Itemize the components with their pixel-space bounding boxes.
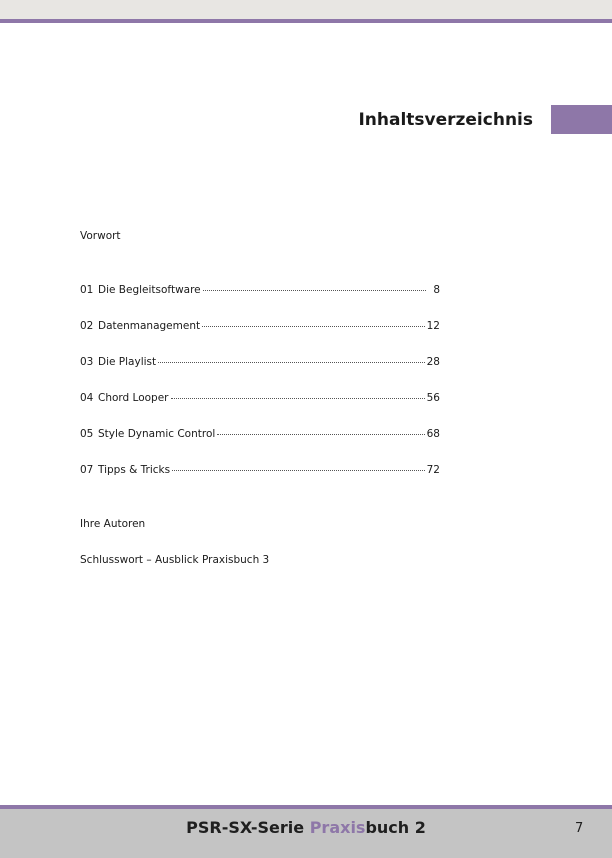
toc-leader-dots (158, 362, 425, 363)
toc-leader-dots (171, 398, 425, 399)
toc-page-number: 28 (426, 356, 440, 368)
footer-book-title (0, 818, 612, 837)
footer-title-part1: PSR-SX-Serie (186, 818, 310, 837)
toc-chapter-number: 01 (80, 284, 94, 296)
toc-item-vorwort: Vorwort (80, 230, 121, 242)
header-rule (0, 19, 612, 23)
toc-leader-dots (217, 434, 424, 435)
toc-chapter-title: Die Begleitsoftware (98, 284, 201, 296)
toc-page-number: 72 (426, 464, 440, 476)
toc-row (80, 356, 440, 370)
toc-page-number: 68 (426, 428, 440, 440)
toc-row (80, 392, 440, 406)
toc-row (80, 428, 440, 442)
toc-item-authors: Ihre Autoren (80, 518, 146, 530)
toc-chapter-number: 04 (80, 392, 94, 404)
toc-page-number: 56 (426, 392, 440, 404)
toc-leader-dots (203, 290, 426, 291)
page-number: 7 (575, 821, 584, 836)
toc-chapter-number: 02 (80, 320, 94, 332)
footer-title-accent: Praxis (309, 818, 366, 837)
toc-item-closing: Schlusswort – Ausblick Praxisbuch 3 (80, 554, 270, 566)
toc-page-number: 8 (433, 284, 440, 296)
toc-row (80, 320, 440, 334)
toc-row (80, 464, 440, 478)
toc-chapter-title: Style Dynamic Control (98, 428, 216, 440)
toc-page-number: 12 (426, 320, 440, 332)
toc-chapter-title: Chord Looper (98, 392, 169, 404)
footer-title-part2: buch 2 (365, 818, 426, 837)
page-title: Inhaltsverzeichnis (358, 110, 533, 130)
section-tab-marker (551, 105, 612, 134)
header-band (0, 0, 612, 19)
toc-chapter-number: 05 (80, 428, 94, 440)
toc-leader-dots (202, 326, 425, 327)
toc-chapter-title: Datenmanagement (98, 320, 201, 332)
toc-leader-dots (172, 470, 425, 471)
toc-chapter-title: Die Playlist (98, 356, 157, 368)
toc-row (80, 284, 440, 298)
toc-chapter-title: Tipps & Tricks (98, 464, 171, 476)
toc-chapter-number: 03 (80, 356, 94, 368)
toc-chapter-number: 07 (80, 464, 94, 476)
